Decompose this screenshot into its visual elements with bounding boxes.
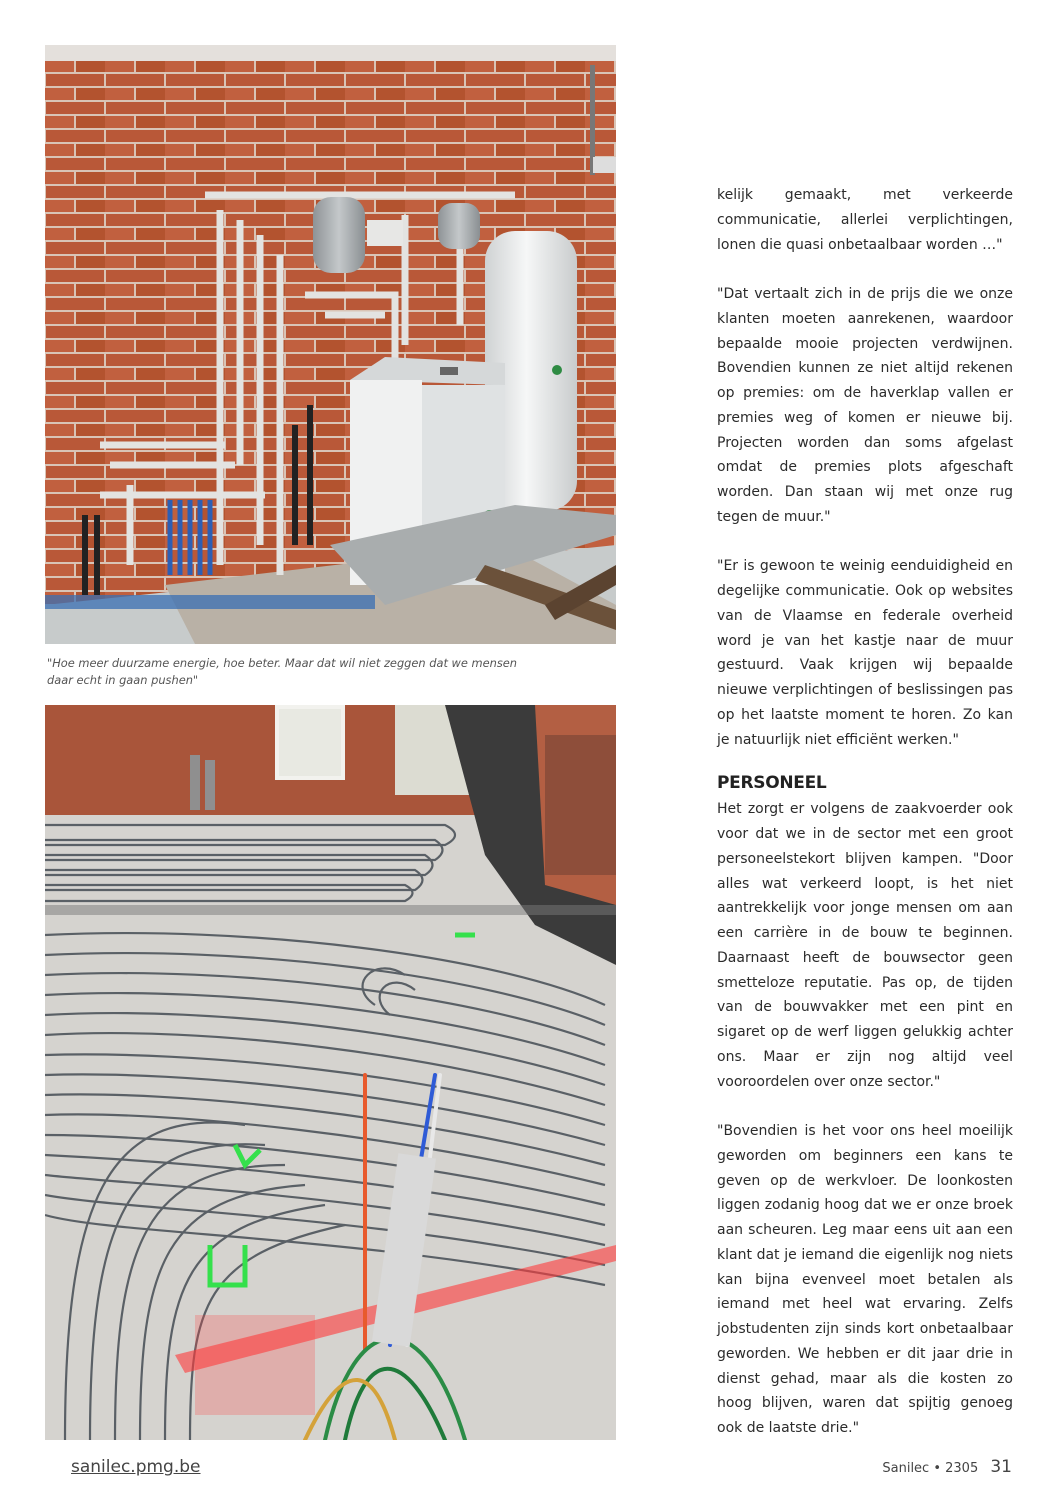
website-link[interactable]: sanilec.pmg.be — [71, 1457, 201, 1477]
issue-label: Sanilec • 2305 — [882, 1461, 979, 1476]
article-paragraph: kelijk gemaakt, met verkeerde communicatie, allerlei verplichtingen, lonen die quasi onbetaalbaar worden …" — [717, 187, 1013, 253]
page-footer — [882, 1457, 1012, 1477]
page-number: 31 — [990, 1457, 1012, 1477]
article-paragraph: "Bovendien is het voor ons heel moeilijk geworden om beginners een kans te geven op de werkvloer. De loonkosten liggen zodanig hoog dat we er onze broek aan scheuren. Leg maar eens uit aan een klant dat je iemand die eigenlijk nog niets kan bijna evenveel moet betalen als iemand met heel wat ervaring. Zelfs jobstudenten zijn sinds kort onbetaalbaar geworden. We hebben er dit jaar drie in dienst gehad, maar als die kosten zo hoog blijven, waren dat spijtig genoeg ook de laatste drie." — [717, 1123, 1013, 1436]
article-paragraph: "Er is gewoon te weinig eenduidigheid en degelijke communicatie. Ook op websites van de Vlaamse en federale overheid word je van het kastje naar de muur gestuurd. Vaak krijgen wij bepaalde nieuwe verplichtingen of beslissingen pas op het laatste moment te horen. Zo kan je natuurlijk niet efficiënt werken." — [717, 558, 1013, 748]
heat-pump-installation-photo — [45, 45, 616, 644]
photo-caption: "Hoe meer duurzame energie, hoe beter. Maar dat wil niet zeggen dat we mensen daar echt in gaan pushen" — [47, 656, 517, 687]
section-heading: PERSONEEL — [717, 773, 827, 794]
article-paragraph: Het zorgt er volgens de zaakvoerder ook voor dat we in de sector met een groot personeelstekort blijven kampen. "Door alles wat verkeerd loopt, is het niet aantrekkelijk voor jonge mensen om aan een carrière in de bouw te beginnen. Daarnaast heeft de bouwsector geen smetteloze reputatie. Pas op, de tijden van de bouwvakker met een pint en sigaret op de werf liggen gelukkig achter ons. Maar er zijn nog altijd veel vooroordelen over onze sector." — [717, 801, 1013, 1090]
article-paragraph: "Dat vertaalt zich in de prijs die we onze klanten moeten aanrekenen, waardoor bepaalde mooie projecten verdwijnen. Bovendien kunnen ze niet altijd rekenen op premies: om de haverklap vallen er premies weg of komen er nieuwe bij. Projecten worden dan soms afgelast omdat de premies plots afgeschaft worden. Dan staan wij met onze rug tegen de muur." — [717, 286, 1013, 525]
article-column — [717, 183, 1013, 1441]
underfloor-heating-pipes-photo — [45, 705, 616, 1440]
